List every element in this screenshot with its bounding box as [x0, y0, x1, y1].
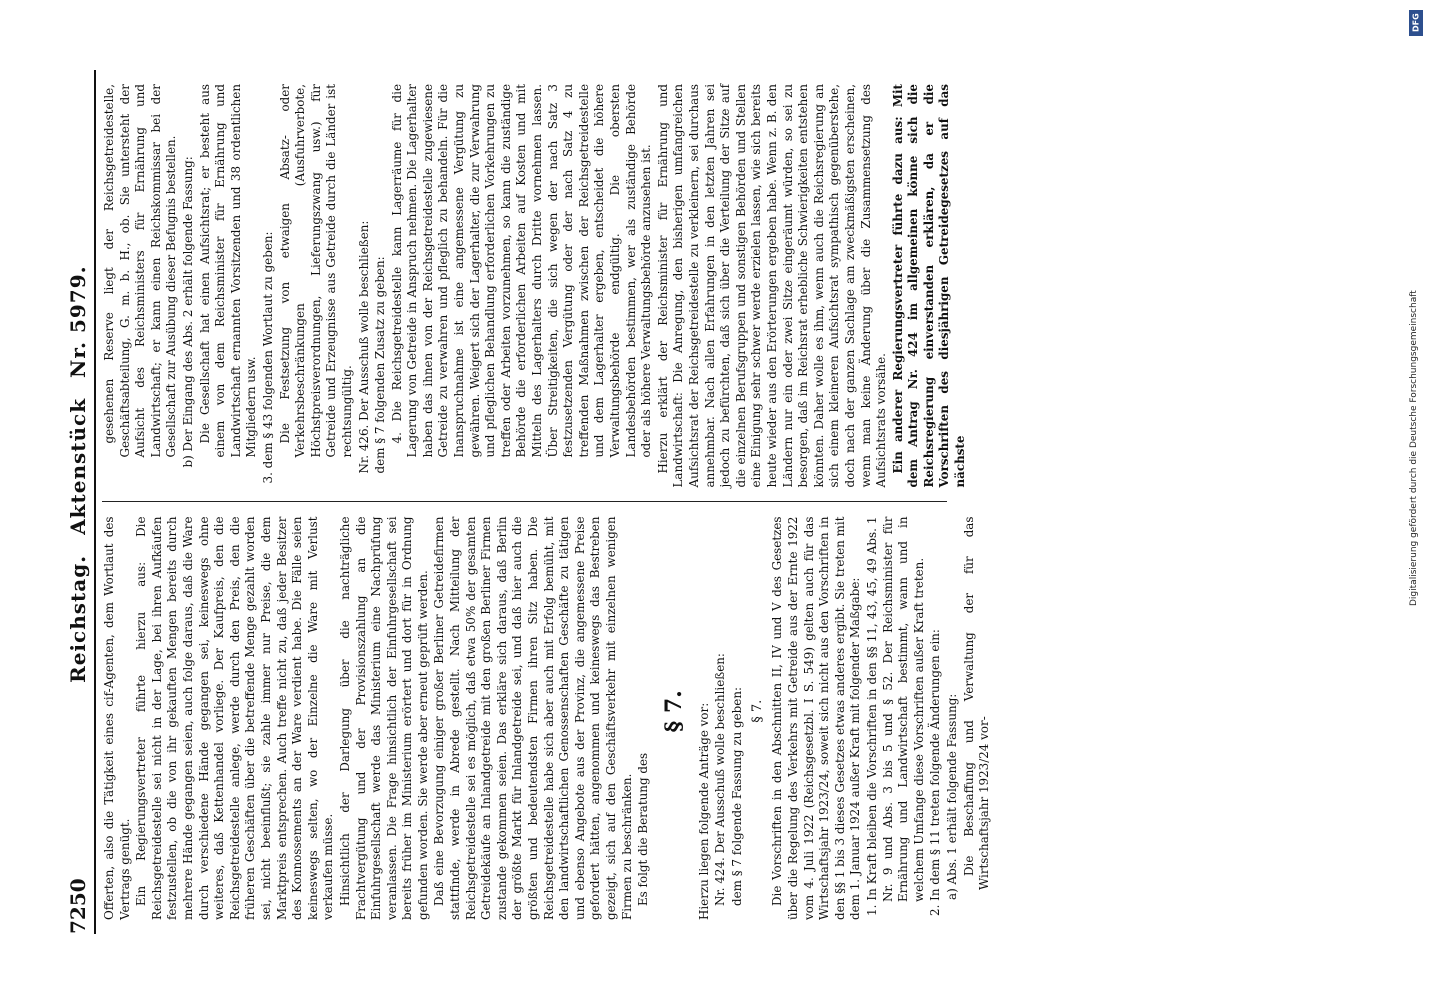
- text-paragraph: Nr. 424. Der Ausschuß wolle beschließen:: [713, 653, 728, 906]
- text-paragraph: a) Abs. 1 erhält folgende Fassung:: [944, 693, 959, 900]
- section-heading: § 7.: [660, 690, 687, 733]
- document-page: [58, 62, 1403, 942]
- text-paragraph: Hinsichtlich der Darlegung über die nachträgliche Frachtvergütung und der Provisionszahlung an die Einfuhrgesellschaft werde das Ministerium eine Nachprüfung veranlassen. Die Frage hinsichtlich der Einfuhrgesellschaft sei bereits früher im Ministerium erörtert und dort für in Ordnung gefunden worden. Sie werde aber erneut geprüft werden.: [337, 516, 430, 920]
- publication-name: Reichstag.: [66, 554, 90, 683]
- document-label: Aktenstück: [66, 397, 90, 535]
- text-paragraph: Hierzu liegen folgende Anträge vor:: [696, 702, 711, 920]
- text-paragraph: Die Festsetzung von etwaigen Absatz- oder Verkehrsbeschränkungen (Ausfuhrverbote, Höchstpreisverordnungen, Lieferungszwang usw.) für Getreide und Erzeugnisse aus Getreide durch die Länder ist rechtsungültig.: [277, 84, 354, 458]
- text-columns: [102, 70, 992, 934]
- text-paragraph: Es folgt die Beratung des: [636, 752, 651, 906]
- text-paragraph: Ein Regierungsvertreter führte hierzu aus: Die Reichsgetreidestelle sei nicht in der Lage, bei ihren Aufkäufen festzustellen, ob die von ihr gekauften Mengen bereits durch mehrere Hände gegangen seien, auch folge daraus, daß die Ware durch verschiedene Hände gegangen sei, keineswegs ohne weiteres, daß Kettenhandel vorliege. Der Kaufpreis, den die Reichsgetreidestelle anlege, werde durch den Preis, den die früheren Geschäften über die betreffende Menge gezahlt worden sei, nicht beeinflußt; sie zahle immer nur Preise, die dem Marktpreis entsprechen. Auch treffe nicht zu, daß jeder Besitzer des Konnossements an der Ware verdient habe. Die Fälle seien keineswegs selten, wo der Einzelne die Ware mit Verlust verkaufen müsse.: [134, 516, 336, 920]
- text-paragraph: Nr. 426. Der Ausschuß wolle beschließen:: [356, 220, 371, 474]
- text-paragraph: Die Gesellschaft hat einen Aufsichtsrat; er besteht aus einem von dem Reichsminister für Ernährung und Landwirtschaft ernannten Vorsitzenden und 38 ordentlichen Mitgliedern usw.: [197, 84, 259, 458]
- text-paragraph: 3. dem § 43 folgenden Wortlaut zu geben:: [260, 231, 275, 484]
- page-header: [58, 70, 96, 934]
- text-paragraph: Hierzu erklärt der Reichsminister für Ernährung und Landwirtschaft: Die Anregung, den bisherigen umfangreichen Aufsichtsrat der Reichsgetreidestelle zu verkleinern, sei durchaus annehmbar. Nach allen Erfahrungen in den letzten Jahren sei jedoch zu befürchten, daß sich über die Verteilung der Sitze auf die einzelnen Berufsgruppen und sonstigen Behörden und Stellen eine Einigung sehr schwer werde erzielen lassen, wie sich bereits heute wieder aus den Erörterungen ergeben habe. Wenn z. B. den Ländern nur ein oder zwei Sitze eingeräumt würden, so sei zu besorgen, daß im Reichsrat erhebliche Schwierigkeiten entstehen könnten. Daher wolle es ihm, wenn auch die Reichsregierung an sich einem kleineren Aufsichtsrat sympathisch gegenüberstehe, doch nach der ganzen Sachlage am zweckmäßigsten erscheinen, wenn man keine Änderung über die Zusammensetzung des Aufsichtsrats vorsähe.: [655, 84, 889, 488]
- left-column: [102, 502, 992, 935]
- text-paragraph: gesehenen Reserve liegt der Reichsgetreidestelle, Geschäftsabteilung, G. m. b. H., ob. Sie untersteht der Aufsicht des Reichsministers für Ernährung und Landwirtschaft; er kann einen Reichskommissar bei der Gesellschaft zur Ausübung dieser Befugnis bestellen.: [102, 84, 179, 458]
- digitization-credit: [1402, 8, 1432, 992]
- text-paragraph: Ein anderer Regierungsvertreter führte dazu aus: Mit dem Antrag Nr. 424 im allgemeinen könne sich die Reichsregierung einverstanden erklären, da er die Vorschriften des diesjährigen Getreidegesetzes auf das nächste: [890, 84, 968, 488]
- section-heading: § 7.: [750, 699, 766, 723]
- text-paragraph: Offerten, also die Tätigkeit eines cif-Agenten, dem Wortlaut des Vertrags genügt.: [102, 516, 132, 920]
- text-paragraph: Die Beschaffung und Verwaltung der für das Wirtschaftsjahr 1923/24 vor-: [961, 516, 992, 890]
- document-number: Nr. 5979.: [66, 265, 90, 378]
- text-paragraph: 2. In dem § 11 treten folgende Änderungen ein:: [928, 629, 943, 916]
- text-paragraph: 4. Die Reichsgetreidestelle kann Lagerräume für die Lagerung von Getreide in Anspruch nehmen. Die Lagerhalter haben das ihnen von der Reichsgetreidestelle zugewiesene Getreide zu verwahren und pfleglich zu behandeln. Für die Inanspruchnahme ist eine angemessene Vergütung zu gewähren. Weigert sich der Lagerhalter, die zur Verwahrung und pfleglichen Behandlung erforderlichen Vorkehrungen zu treffen oder Arbeiten vorzunehmen, so kann die zuständige Behörde die erforderlichen Arbeiten auf Kosten und mit Mitteln des Lagerhalters durch Dritte vornehmen lassen. Über Streitigkeiten, die sich wegen der nach Satz 3 festzusetzenden Vergütung oder der nach Satz 4 zu treffenden Maßnahmen zwischen der Reichsgetreidestelle und dem Lagerhalter ergeben, entscheidet die höhere Verwaltungsbehörde endgültig. Die obersten Landesbehörden bestimmen, wer als zuständige Behörde oder als höhere Verwaltungsbehörde anzusehen ist.: [389, 84, 654, 458]
- dfg-logo: DFG: [1409, 10, 1423, 36]
- text-paragraph: dem § 7 folgenden Zusatz zu geben:: [373, 256, 388, 474]
- page-number: 7250: [66, 878, 90, 934]
- text-paragraph: 1. In Kraft bleiben die Vorschriften in den §§ 11, 43, 45, 49 Abs. 1 Nr. 9 und Abs. 3 bis 5 und § 52. Der Reichsminister für Ernährung und Landwirtschaft bestimmt, wann und in welchem Umfange diese Vorschriften außer Kraft treten.: [864, 516, 926, 916]
- right-column: [102, 70, 968, 502]
- credit-text: Digitalisierung gefördert durch die Deutsche Forschungsgemeinschaft: [1409, 290, 1419, 606]
- text-paragraph: dem § 7 folgende Fassung zu geben:: [729, 687, 744, 906]
- text-paragraph: Die Vorschriften in den Abschnitten II, IV und V des Gesetzes über die Regelung des Verkehrs mit Getreide aus der Ernte 1922 vom 4. Juli 1922 (Reichsgesetzbl. I S. 549) gelten auch für das Wirtschaftsjahr 1923/24, soweit sich nicht aus den Vorschriften in den §§ 1 bis 3 dieses Gesetzes etwas anderes ergibt. Sie treten mit dem 1. Januar 1924 außer Kraft mit folgender Maßgabe:: [770, 516, 863, 920]
- text-paragraph: b) Der Eingang des Abs. 2 erhält folgende Fassung:: [180, 156, 195, 468]
- running-title: [66, 259, 90, 689]
- text-paragraph: Daß eine Bevorzugung einiger großer Berliner Getreidefirmen stattfinde, werde in Abrede gestellt. Nach Mitteilung der Reichsgetreidestelle sei es möglich, daß etwa 50% der gesamten Getreidekäufe an Inlandgetreide mit den großen Berliner Firmen zustande gekommen seien. Das erkläre sich daraus, daß Berlin der größte Markt für Inlandgetreide sei, und daß hier auch die größten und bedeutendsten Firmen ihren Sitz haben. Die Reichsgetreidestelle habe sich aber auch mit Erfolg bemüht, mit den landwirtschaftlichen Genossenschaften Geschäfte zu tätigen und ebenso Angebote aus der Provinz, die angemessene Preise gefordert hätten, angenommen und keineswegs das Bestreben gezeigt, sich auf den Geschäftsverkehr mit einzelnen wenigen Firmen zu beschränken.: [432, 516, 634, 920]
